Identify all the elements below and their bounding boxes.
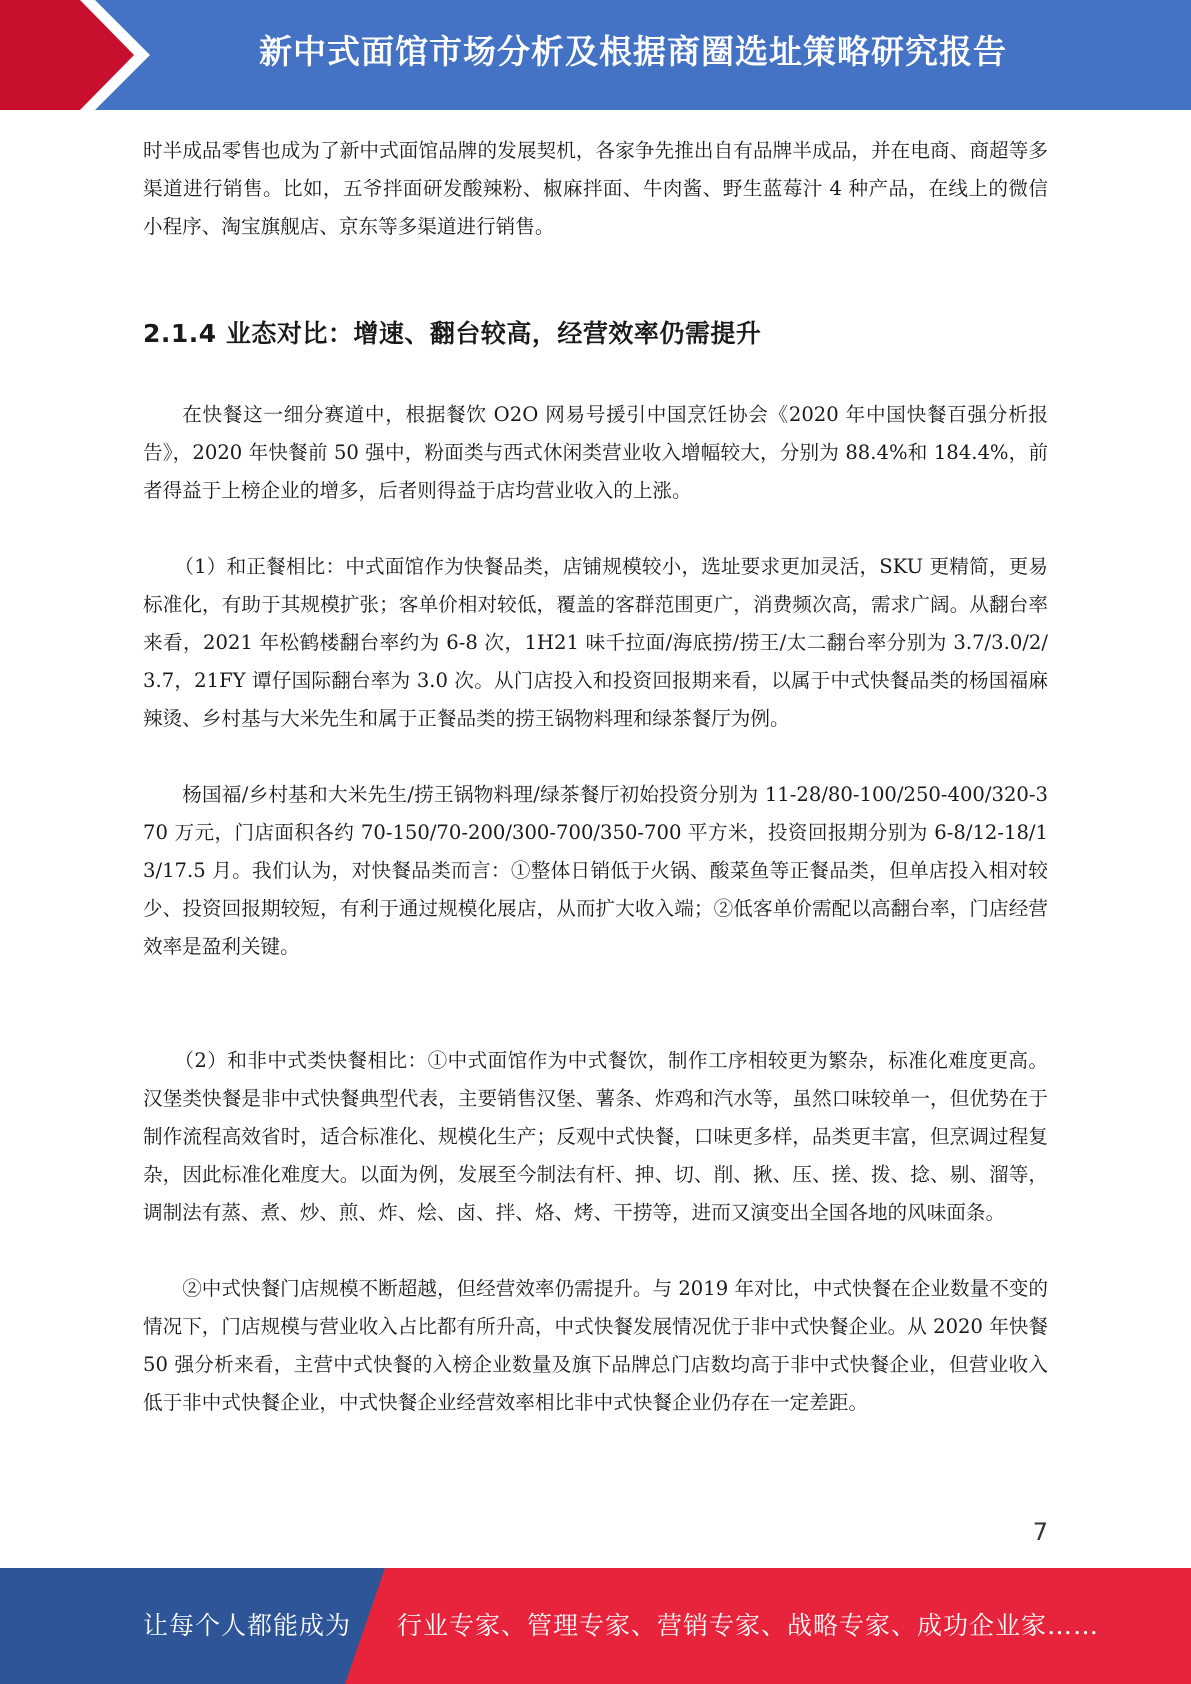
header-red-chevron bbox=[0, 0, 150, 110]
paragraph-semi-finished-retail: 时半成品零售也成为了新中式面馆品牌的发展契机，各家争先推出自有品牌半成品，并在电商、商超等多渠道进行销售。比如，五爷拌面研发酸辣粉、椒麻拌面、牛肉酱、野生蓝莓汁 4 种产品，在线上的微信小程序、淘宝旗舰店、京东等多渠道进行销售。 bbox=[143, 139, 1048, 238]
paragraph-compare-formal-dining: （1）和正餐相比：中式面馆作为快餐品类，店铺规模较小，选址要求更加灵活，SKU 更精简，更易标准化，有助于其规模扩张；客单价相对较低，覆盖的客群范围更广，消费频次高，需求广阔。从翻台率来看，2021 年松鹤楼翻台率约为 6-8 次，1H21 味千拉面/海底捞/捞王/太二翻台率分别为 3.7/3.0/2/3.7，21FY 谭仔国际翻台率为 3.0 次。从门店投入和投资回报期来看，以属于中式快餐品类的杨国福麻辣烫、乡村基与大米先生和属于正餐品类的捞王锅物料理和绿茶餐厅为例。 bbox=[143, 555, 1048, 730]
footer-slogan-right: 行业专家、管理专家、营销专家、战略专家、成功企业家…… bbox=[397, 1611, 1100, 1640]
paragraph-fast-food-track: 在快餐这一细分赛道中，根据餐饮 O2O 网易号援引中国烹饪协会《2020 年中国快餐百强分析报告》，2020 年快餐前 50 强中，粉面类与西式休闲类营业收入增幅较大，分别为 88.4%和 184.4%，前者得益于上榜企业的增多，后者则得益于店均营业收入的上涨。 bbox=[143, 403, 1048, 502]
paragraph-investment-comparison: 杨国福/乡村基和大米先生/捞王锅物料理/绿茶餐厅初始投资分别为 11-28/80-100/250-400/320-370 万元，门店面积各约 70-150/70-200/300-700/350-700 平方米，投资回报期分别为 6-8/12-18/13/17.5 月。我们认为，对快餐品类而言：①整体日销低于火锅、酸菜鱼等正餐品类，但单店投入相对较少、投资回报期较短，有利于通过规模化展店，从而扩大收入端；②低客单价需配以高翻台率，门店经营效率是盈利关键。 bbox=[143, 783, 1048, 958]
paragraph-store-scale-efficiency: ②中式快餐门店规模不断超越，但经营效率仍需提升。与 2019 年对比，中式快餐在企业数量不变的情况下，门店规模与营业收入占比都有所升高，中式快餐发展情况优于非中式快餐企业。从 2020 年快餐 50 强分析来看，主营中式快餐的入榜企业数量及旗下品牌总门店数均高于非中式快餐企业，但营业收入低于非中式快餐企业，中式快餐企业经营效率相比非中式快餐企业仍存在一定差距。 bbox=[143, 1277, 1048, 1414]
section-heading: 2.1.4 业态对比：增速、翻台较高，经营效率仍需提升 bbox=[143, 319, 762, 348]
footer-slogan-left: 让每个人都能成为 bbox=[143, 1611, 352, 1640]
page-number: 7 bbox=[1032, 1518, 1048, 1546]
page-body bbox=[143, 132, 1048, 1422]
page-footer bbox=[0, 1568, 1191, 1684]
paragraph-compare-western-fast-food: （2）和非中式类快餐相比：①中式面馆作为中式餐饮，制作工序相较更为繁杂，标准化难度更高。汉堡类快餐是非中式快餐典型代表，主要销售汉堡、薯条、炸鸡和汽水等，虽然口味较单一，但优势在于制作流程高效省时，适合标准化、规模化生产；反观中式快餐，口味更多样，品类更丰富，但烹调过程复杂，因此标准化难度大。以面为例，发展至今制法有杆、抻、切、削、揪、压、搓、拨、捻、剔、溜等，调制法有蒸、煮、炒、煎、炸、烩、卤、拌、烙、烤、干捞等，进而又演变出全国各地的风味面条。 bbox=[143, 1049, 1048, 1224]
document-title: 新中式面馆市场分析及根据商圈选址策略研究报告 bbox=[259, 32, 1007, 71]
page-header bbox=[0, 0, 1191, 110]
